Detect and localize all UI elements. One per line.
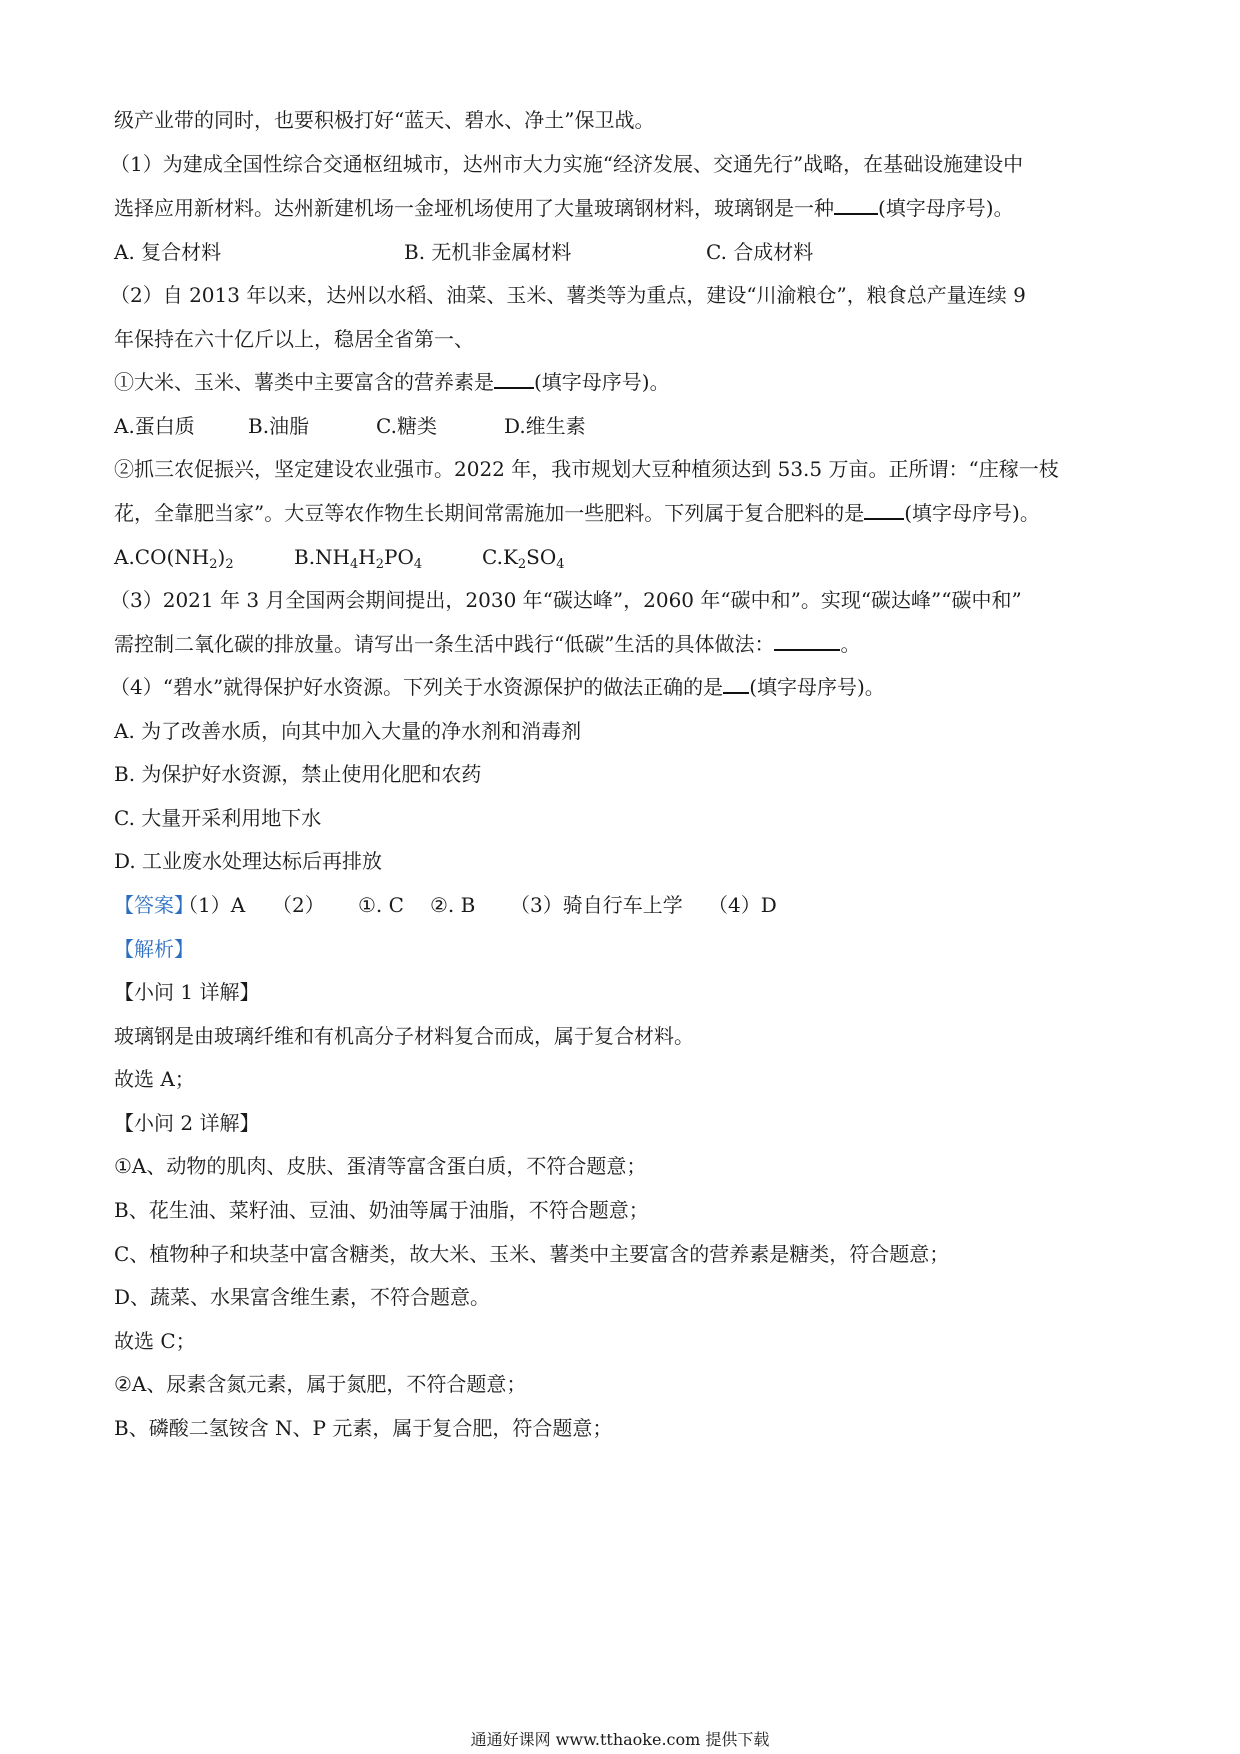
subquestion-1-selection: 故选 A； xyxy=(114,1067,195,1091)
answer-2: （2） xyxy=(272,893,325,917)
question-2-1-options xyxy=(114,412,1134,440)
answer-blank xyxy=(723,674,749,694)
question-4-option-a: A. 为了改善水质，向其中加入大量的净水剂和消毒剂 xyxy=(114,719,582,743)
subquestion-2-explanation-c: C、植物种子和块茎中富含糖类，故大米、玉米、薯类中主要富含的营养素是糖类，符合题意； xyxy=(114,1242,950,1266)
question-4-option-c: C. 大量开采利用地下水 xyxy=(114,806,322,830)
question-2-1-instruction: (填字母序号)。 xyxy=(534,370,670,394)
option-a: A. 复合材料 xyxy=(114,240,222,264)
question-1-instruction: (填字母序号)。 xyxy=(878,196,1014,220)
question-2-2-text: 花，全靠肥当家”。大豆等农作物生长期间常需施加一些肥料。下列属于复合肥料的是 xyxy=(114,501,865,525)
question-4-option-b: B. 为保护好水资源，禁止使用化肥和农药 xyxy=(114,762,482,786)
option-c: $C.K_2SO_4$ xyxy=(482,545,565,572)
answer-2-2: ②. B xyxy=(430,893,476,917)
option-a: $A.CO(NH_2)_2$ xyxy=(114,545,234,572)
option-c: C. 合成材料 xyxy=(706,240,814,264)
question-3-line-1: （3）2021 年 3 月全国两会期间提出，2030 年“碳达峰”，2060 年“碳中和”。实现“碳达峰”“碳中和” xyxy=(110,588,1022,612)
question-2-1 xyxy=(114,368,1134,396)
answer-tag: 【答案】 xyxy=(114,893,194,917)
option-c: C.糖类 xyxy=(376,414,437,438)
question-1-line-1: （1）为建成全国性综合交通枢纽城市，达州市大力实施“经济发展、交通先行”战略，在基础设施建设中 xyxy=(110,152,1024,176)
answer-blank xyxy=(494,369,534,389)
question-2-1-text: ①大米、玉米、薯类中主要富含的营养素是 xyxy=(114,370,494,394)
answer-blank xyxy=(774,631,840,651)
option-b: B.油脂 xyxy=(248,414,310,438)
question-2-2-instruction: (填字母序号)。 xyxy=(904,501,1040,525)
question-4-option-d: D. 工业废水处理达标后再排放 xyxy=(114,849,383,873)
analysis-tag: 【解析】 xyxy=(114,937,194,961)
question-3-end: 。 xyxy=(840,632,861,656)
question-1-line-2 xyxy=(114,194,1134,222)
question-2-2-options xyxy=(114,543,1134,571)
question-3-line-2 xyxy=(114,630,1134,658)
subquestion-2-explanation-a: ①A、动物的肌肉、皮肤、蛋清等富含蛋白质，不符合题意； xyxy=(114,1154,647,1178)
answer-3: （3）骑自行车上学 xyxy=(510,893,683,917)
option-b: B. 无机非金属材料 xyxy=(404,240,572,264)
option-a: A.蛋白质 xyxy=(114,414,195,438)
question-3-text: 需控制二氧化碳的排放量。请写出一条生活中践行“低碳”生活的具体做法： xyxy=(114,632,775,656)
answer-line xyxy=(114,891,1134,919)
answer-4: （4）D xyxy=(708,893,777,917)
subquestion-2-selection: 故选 C； xyxy=(114,1329,196,1353)
question-4-instruction: (填字母序号)。 xyxy=(749,675,885,699)
subquestion-2-explanation-b: B、花生油、菜籽油、豆油、奶油等属于油脂，不符合题意； xyxy=(114,1198,649,1222)
subquestion-2-2-explanation-a: ②A、尿素含氮元素，属于氮肥，不符合题意； xyxy=(114,1372,527,1396)
question-2-2-line-1: ②抓三农促振兴，坚定建设农业强市。2022 年，我市规划大豆种植须达到 53.5 万亩。正所谓：“庄稼一枝 xyxy=(114,457,1059,481)
answer-1: （1）A xyxy=(178,893,246,917)
question-2-line-2: 年保持在六十亿斤以上，稳居全省第一、 xyxy=(114,327,474,351)
question-2-line-1: （2）自 2013 年以来，达州以水稻、油菜、玉米、薯类等为重点，建设“川渝粮仓”，粮食总产量连续 9 xyxy=(110,283,1026,307)
answer-blank xyxy=(834,195,878,215)
subquestion-2-2-explanation-b: B、磷酸二氢铵含 N、P 元素，属于复合肥，符合题意； xyxy=(114,1416,613,1440)
answer-2-1: ①. C xyxy=(358,893,404,917)
question-2-2-line-2 xyxy=(114,499,1134,527)
option-d: D.维生素 xyxy=(504,414,586,438)
option-b: $B.NH_4H_2PO_4$ xyxy=(294,545,423,572)
page-footer: 通通好课网 www.tthaoke.com 提供下载 xyxy=(470,1730,770,1749)
subquestion-2-explanation-d: D、蔬菜、水果富含维生素，不符合题意。 xyxy=(114,1285,491,1309)
question-1-text: 选择应用新材料。达州新建机场一金垭机场使用了大量玻璃钢材料，玻璃钢是一种 xyxy=(114,196,834,220)
question-4 xyxy=(110,673,1134,701)
question-4-text: （4）“碧水”就得保护好水资源。下列关于水资源保护的做法正确的是 xyxy=(110,675,724,699)
subquestion-1-explanation: 玻璃钢是由玻璃纤维和有机高分子材料复合而成，属于复合材料。 xyxy=(114,1024,694,1048)
subquestion-1-heading: 【小问 1 详解】 xyxy=(114,980,260,1004)
question-1-options xyxy=(114,238,1134,266)
intro-line: 级产业带的同时，也要积极打好“蓝天、碧水、净土”保卫战。 xyxy=(114,108,655,132)
subquestion-2-heading: 【小问 2 详解】 xyxy=(114,1111,260,1135)
answer-blank xyxy=(864,500,904,520)
